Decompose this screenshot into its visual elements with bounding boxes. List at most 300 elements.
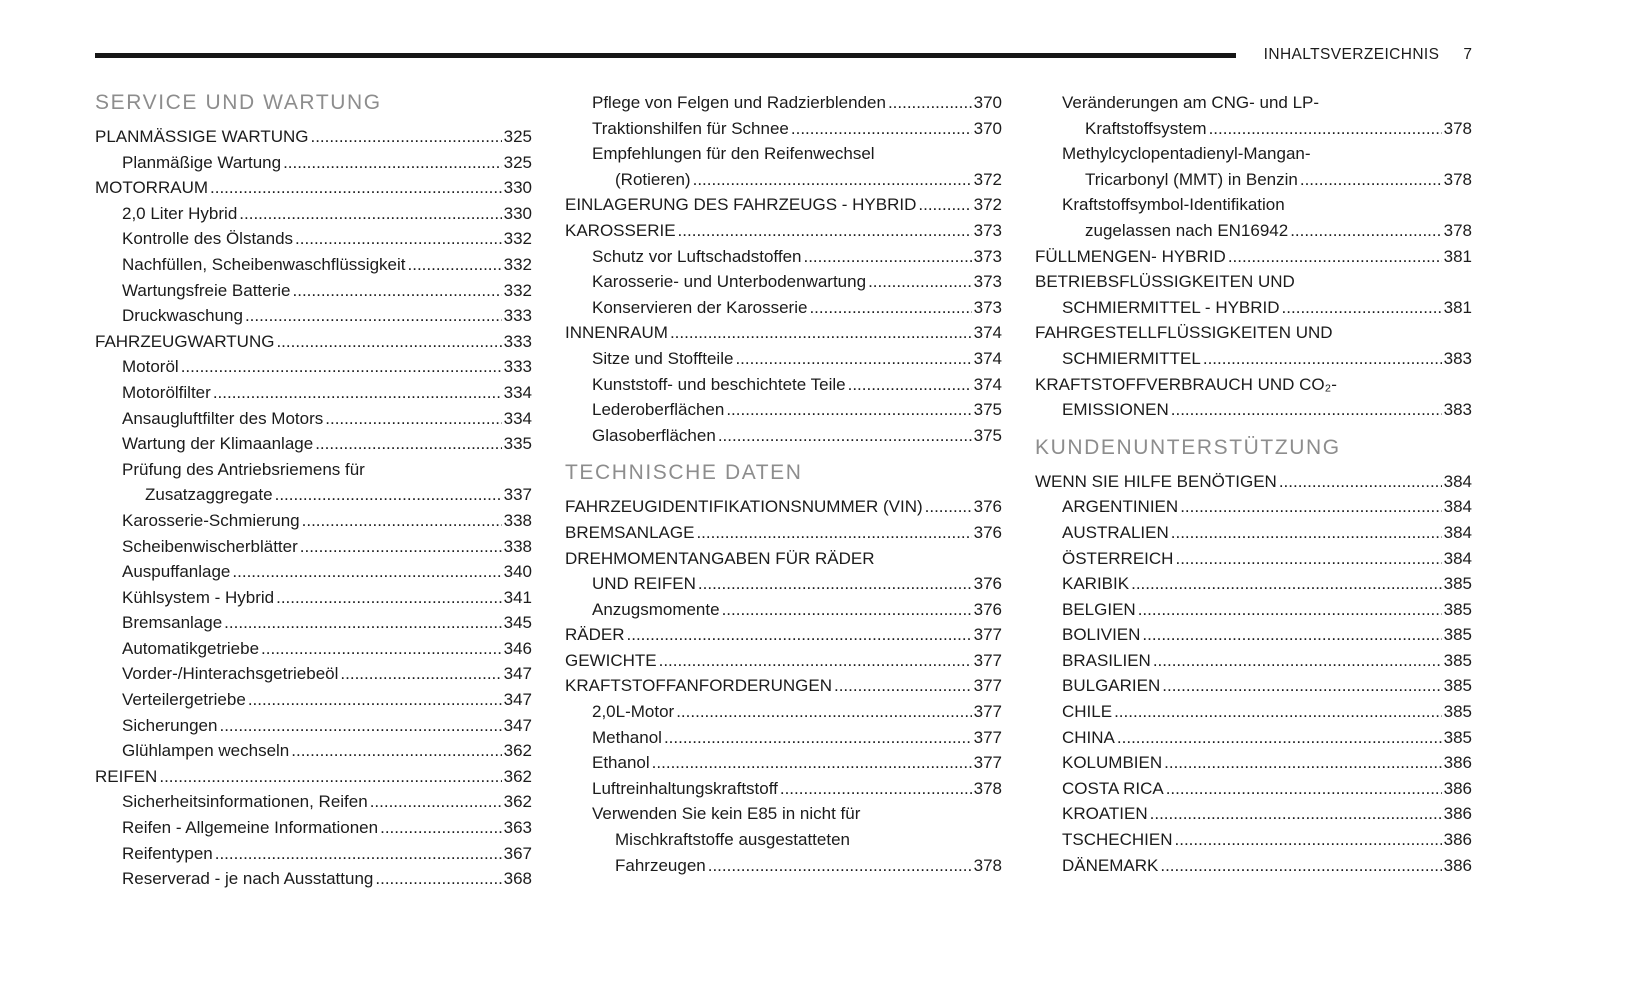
toc-page-number: 370 bbox=[973, 93, 1002, 112]
leader-dots bbox=[275, 482, 502, 508]
toc-entry bbox=[565, 546, 1002, 572]
toc-entry bbox=[565, 494, 1002, 520]
leader-dots bbox=[659, 648, 972, 674]
toc-entry bbox=[1035, 801, 1472, 827]
toc-entry-label: ARGENTINIEN bbox=[1062, 497, 1179, 517]
toc-entry bbox=[95, 175, 532, 201]
leader-dots bbox=[696, 520, 971, 546]
toc-page-number: 368 bbox=[503, 869, 532, 889]
leader-dots bbox=[848, 372, 972, 398]
toc-page-number: 374 bbox=[973, 348, 1002, 368]
toc-entry bbox=[95, 789, 532, 815]
toc-entry-label: Nachfüllen, Scheibenwaschflüssigkeit bbox=[122, 254, 406, 274]
leader-dots bbox=[918, 192, 971, 218]
toc-entry-label: EMISSIONEN bbox=[1062, 400, 1169, 420]
toc-entry bbox=[565, 776, 1002, 802]
toc-entry bbox=[565, 622, 1002, 648]
toc-page-number: 338 bbox=[503, 536, 532, 556]
toc-entry-label: BETRIEBSFLÜSSIGKEITEN UND bbox=[1035, 272, 1295, 292]
toc-entry-label: SCHMIERMITTEL bbox=[1062, 348, 1201, 368]
toc-page-number: 386 bbox=[1443, 830, 1472, 850]
toc-page-number: 377 bbox=[973, 727, 1002, 747]
toc-entry-label: Mischkraftstoffe ausgestatteten bbox=[615, 830, 850, 850]
toc-entry-label: (Rotieren) bbox=[615, 169, 691, 189]
toc-entry bbox=[95, 303, 532, 329]
leader-dots bbox=[408, 252, 502, 278]
toc-page-number: 383 bbox=[1443, 400, 1472, 420]
toc-entry bbox=[1035, 372, 1472, 398]
toc-page-number: 376 bbox=[973, 599, 1002, 619]
toc-page-number: 367 bbox=[503, 843, 532, 863]
toc-page-number: 338 bbox=[503, 510, 532, 530]
toc-entry-label: KARIBIK bbox=[1062, 574, 1130, 594]
toc-entry bbox=[95, 482, 532, 508]
toc-entry bbox=[565, 141, 1002, 167]
toc-entry-label: Sicherheitsinformationen, Reifen bbox=[122, 792, 368, 812]
toc-entry bbox=[95, 534, 532, 560]
toc-entry bbox=[1035, 494, 1472, 520]
toc-entry bbox=[95, 687, 532, 713]
toc-page-number: 385 bbox=[1443, 702, 1472, 722]
leader-dots bbox=[380, 815, 502, 841]
toc-entry bbox=[1035, 167, 1472, 193]
toc-page-number: 385 bbox=[1443, 599, 1472, 619]
toc-entry bbox=[95, 431, 532, 457]
toc-entry bbox=[95, 815, 532, 841]
toc-entry-label: Luftreinhaltungskraftstoff bbox=[592, 778, 778, 798]
toc-entry-label: 2,0 Liter Hybrid bbox=[122, 203, 238, 223]
toc-entry bbox=[1035, 597, 1472, 623]
leader-dots bbox=[1117, 725, 1442, 751]
toc-entry bbox=[95, 380, 532, 406]
toc-entry bbox=[95, 406, 532, 432]
toc-entry-label: Fahrzeugen bbox=[615, 855, 706, 875]
leader-dots bbox=[1114, 699, 1442, 725]
header-title: INHALTSVERZEICHNIS bbox=[1263, 46, 1440, 63]
toc-page-number: 333 bbox=[503, 331, 532, 351]
toc-column bbox=[565, 90, 1002, 892]
toc-entry-label: Verwenden Sie kein E85 in nicht für bbox=[592, 804, 861, 824]
leader-dots bbox=[224, 610, 501, 636]
toc-page-number: 325 bbox=[503, 152, 532, 172]
toc-page-number: 386 bbox=[1443, 855, 1472, 875]
leader-dots bbox=[676, 699, 971, 725]
toc-entry bbox=[565, 192, 1002, 218]
toc-entry bbox=[565, 801, 1002, 827]
toc-entry bbox=[1035, 622, 1472, 648]
leader-dots bbox=[291, 738, 501, 764]
leader-dots bbox=[1162, 673, 1441, 699]
toc-page-number: 377 bbox=[973, 676, 1002, 696]
toc-page-number: 325 bbox=[503, 127, 532, 146]
toc-entry-label: KAROSSERIE bbox=[565, 220, 676, 240]
toc-entry-label: Karosserie- und Unterbodenwartung bbox=[592, 272, 867, 292]
toc-entry bbox=[565, 372, 1002, 398]
toc-page-number: 332 bbox=[503, 254, 532, 274]
section-heading: SERVICE UND WARTUNG bbox=[95, 91, 382, 114]
toc-entry bbox=[95, 866, 532, 892]
leader-dots bbox=[1166, 776, 1442, 802]
toc-entry-label: Zusatzaggregate bbox=[145, 485, 273, 505]
leader-dots bbox=[726, 397, 971, 423]
leader-dots bbox=[664, 725, 972, 751]
toc-page-number: 373 bbox=[973, 272, 1002, 292]
toc-entry bbox=[1035, 469, 1472, 495]
toc-page-number: 385 bbox=[1443, 625, 1472, 645]
toc-entry bbox=[1035, 346, 1472, 372]
toc-page-number: 376 bbox=[973, 497, 1002, 517]
leader-dots bbox=[780, 776, 972, 802]
toc-entry-label: Anzugsmomente bbox=[592, 599, 720, 619]
toc-entry-label: MOTORRAUM bbox=[95, 178, 209, 198]
toc-entry-label: Karosserie-Schmierung bbox=[122, 510, 300, 530]
toc-entry bbox=[95, 124, 532, 150]
toc-entry bbox=[95, 610, 532, 636]
toc-page-number: 384 bbox=[1443, 548, 1472, 568]
leader-dots bbox=[1282, 295, 1442, 321]
section-heading: KUNDENUNTERSTÜTZUNG bbox=[1035, 435, 1341, 459]
toc-entry bbox=[565, 673, 1002, 699]
leader-dots bbox=[925, 494, 972, 520]
toc-entry-label: Reifen - Allgemeine Informationen bbox=[122, 818, 379, 838]
toc-entry-label: FÜLLMENGEN- HYBRID bbox=[1035, 246, 1226, 266]
leader-dots bbox=[248, 687, 502, 713]
leader-dots bbox=[1171, 520, 1442, 546]
toc-page-number: 347 bbox=[503, 664, 532, 684]
toc-page-number: 381 bbox=[1443, 297, 1472, 317]
toc-entry-label: BREMSANLAGE bbox=[565, 522, 695, 542]
toc-page-number: 375 bbox=[973, 400, 1002, 420]
toc-entry bbox=[1035, 673, 1472, 699]
toc-page-number: 347 bbox=[503, 715, 532, 735]
toc-entry-label: Druckwaschung bbox=[122, 306, 243, 326]
toc-page-number: 332 bbox=[503, 229, 532, 249]
toc-entry-label: FAHRZEUGIDENTIFIKATIONSNUMMER (VIN) bbox=[565, 497, 923, 517]
toc-entry-label: Kunststoff- und beschichtete Teile bbox=[592, 374, 846, 394]
toc-entry bbox=[565, 320, 1002, 346]
toc-entry-label: WENN SIE HILFE BENÖTIGEN bbox=[1035, 471, 1277, 491]
toc-page-number: 378 bbox=[973, 855, 1002, 875]
toc-page-number: 376 bbox=[973, 574, 1002, 594]
toc-column bbox=[95, 90, 532, 892]
toc-page-number: 377 bbox=[973, 650, 1002, 670]
leader-dots bbox=[834, 673, 972, 699]
toc-entry-label: Veränderungen am CNG- und LP- bbox=[1062, 93, 1320, 112]
toc-entry-label: 2,0L-Motor bbox=[592, 702, 675, 722]
toc-entry bbox=[1035, 397, 1472, 423]
toc-page-number: 378 bbox=[1443, 169, 1472, 189]
toc-entry-label: Vorder-/Hinterachsgetriebeöl bbox=[122, 664, 339, 684]
toc-page-number: 381 bbox=[1443, 246, 1472, 266]
toc-entry-label: Scheibenwischerblätter bbox=[122, 536, 298, 556]
toc-entry bbox=[565, 571, 1002, 597]
toc-page-number: 374 bbox=[973, 374, 1002, 394]
page-header bbox=[95, 46, 1472, 64]
toc-page-number: 377 bbox=[973, 753, 1002, 773]
toc-entry-label: KRAFTSTOFFVERBRAUCH UND CO₂- bbox=[1035, 374, 1337, 394]
leader-dots bbox=[261, 636, 502, 662]
leader-dots bbox=[1171, 397, 1442, 423]
toc-entry bbox=[1035, 218, 1472, 244]
leader-dots bbox=[1175, 827, 1442, 853]
toc-page-number: 385 bbox=[1443, 727, 1472, 747]
toc-page-number: 386 bbox=[1443, 753, 1472, 773]
toc-page-number: 378 bbox=[1443, 118, 1472, 138]
toc-page-number: 341 bbox=[503, 587, 532, 607]
toc-page-number: 373 bbox=[973, 297, 1002, 317]
toc-entry bbox=[1035, 244, 1472, 270]
toc-entry-label: Glasoberflächen bbox=[592, 425, 716, 445]
toc-entry-label: DÄNEMARK bbox=[1062, 855, 1159, 875]
toc-entry-label: BELGIEN bbox=[1062, 599, 1136, 619]
toc-page-number: 383 bbox=[1443, 348, 1472, 368]
toc-page-number: 362 bbox=[503, 741, 532, 761]
toc-entry bbox=[1035, 725, 1472, 751]
leader-dots bbox=[698, 571, 972, 597]
toc-entry bbox=[1035, 116, 1472, 142]
leader-dots bbox=[283, 150, 502, 176]
toc-entry-label: ÖSTERREICH bbox=[1062, 548, 1174, 568]
leader-dots bbox=[325, 406, 501, 432]
toc-page-number: 346 bbox=[503, 638, 532, 658]
toc-page-number: 362 bbox=[503, 766, 532, 786]
leader-dots bbox=[375, 866, 501, 892]
toc-page-number: 332 bbox=[503, 280, 532, 300]
toc-entry bbox=[565, 597, 1002, 623]
leader-dots bbox=[340, 661, 501, 687]
toc-entry bbox=[95, 841, 532, 867]
toc-page-number: 378 bbox=[973, 778, 1002, 798]
toc-entry bbox=[95, 764, 532, 790]
toc-entry-label: REIFEN bbox=[95, 766, 158, 786]
leader-dots bbox=[213, 380, 502, 406]
toc-page-number: 337 bbox=[503, 485, 532, 505]
leader-dots bbox=[276, 329, 501, 355]
toc-page-number: 363 bbox=[503, 818, 532, 838]
leader-dots bbox=[708, 853, 972, 879]
leader-dots bbox=[1300, 167, 1442, 193]
toc-entry bbox=[565, 648, 1002, 674]
toc-entry-label: Ethanol bbox=[592, 753, 650, 773]
leader-dots bbox=[210, 175, 502, 201]
leader-dots bbox=[678, 218, 972, 244]
leader-dots bbox=[245, 303, 502, 329]
toc-entry bbox=[1035, 320, 1472, 346]
toc-entry-label: Wartung der Klimaanlage bbox=[122, 434, 314, 454]
toc-entry bbox=[95, 150, 532, 176]
toc-page-number: 330 bbox=[503, 203, 532, 223]
leader-dots bbox=[1150, 801, 1442, 827]
toc-entry-label: Empfehlungen für den Reifenwechsel bbox=[592, 144, 875, 164]
toc-entry-label: Verteilergetriebe bbox=[122, 690, 246, 710]
toc-page-number: 385 bbox=[1443, 650, 1472, 670]
leader-dots bbox=[1160, 853, 1441, 879]
toc-entry-label: Schutz vor Luftschadstoffen bbox=[592, 246, 802, 266]
toc-page-number: 375 bbox=[973, 425, 1002, 445]
toc-entry bbox=[565, 167, 1002, 193]
toc-entry bbox=[1035, 295, 1472, 321]
toc-entry-label: DREHMOMENTANGABEN FÜR RÄDER bbox=[565, 548, 875, 568]
toc-entry-label: Ansaugluftfilter des Motors bbox=[122, 408, 324, 428]
toc-entry bbox=[95, 252, 532, 278]
toc-entry-label: Sitze und Stoffteile bbox=[592, 348, 734, 368]
toc-page-number: 385 bbox=[1443, 676, 1472, 696]
toc-entry-label: PLANMÄSSIGE WARTUNG bbox=[95, 127, 309, 146]
toc-entry bbox=[1035, 827, 1472, 853]
toc-entry bbox=[1035, 853, 1472, 879]
toc-entry-label: Motorölfilter bbox=[122, 382, 211, 402]
toc-entry-label: Konservieren der Karosserie bbox=[592, 297, 808, 317]
leader-dots bbox=[310, 124, 501, 150]
leader-dots bbox=[239, 201, 501, 227]
toc-entry bbox=[1035, 520, 1472, 546]
toc-entry bbox=[95, 636, 532, 662]
toc-entry-label: BRASILIEN bbox=[1062, 650, 1151, 670]
toc-entry-label: RÄDER bbox=[565, 625, 625, 645]
toc-entry-label: Wartungsfreie Batterie bbox=[122, 280, 291, 300]
toc-page-number: 376 bbox=[973, 522, 1002, 542]
toc-page-number: 333 bbox=[503, 306, 532, 326]
leader-dots bbox=[1203, 346, 1442, 372]
leader-dots bbox=[1209, 116, 1442, 142]
toc-entry bbox=[565, 218, 1002, 244]
toc-entry-label: CHILE bbox=[1062, 702, 1113, 722]
toc-entry bbox=[1035, 648, 1472, 674]
toc-entry bbox=[565, 699, 1002, 725]
header-rule bbox=[95, 53, 1236, 58]
toc-entry-label: EINLAGERUNG DES FAHRZEUGS - HYBRID bbox=[565, 195, 917, 215]
toc-entry-label: Reifentypen bbox=[122, 843, 213, 863]
toc-entry bbox=[1035, 192, 1472, 218]
toc-entry-label: Auspuffanlage bbox=[122, 562, 231, 582]
toc-page-number: 333 bbox=[503, 357, 532, 377]
toc-page-number: 378 bbox=[1443, 220, 1472, 240]
toc-entry-label: KROATIEN bbox=[1062, 804, 1148, 824]
toc-entry-label: KOLUMBIEN bbox=[1062, 753, 1163, 773]
toc-entry-label: BULGARIEN bbox=[1062, 676, 1161, 696]
toc-entry-label: Kontrolle des Ölstands bbox=[122, 229, 294, 249]
toc-page-number: 340 bbox=[503, 562, 532, 582]
leader-dots bbox=[888, 90, 972, 116]
toc-entry bbox=[1035, 699, 1472, 725]
toc-entry-label: BOLIVIEN bbox=[1062, 625, 1141, 645]
toc-entry bbox=[95, 738, 532, 764]
toc-page-number: 377 bbox=[973, 702, 1002, 722]
toc-entry bbox=[1035, 750, 1472, 776]
toc-entry bbox=[565, 269, 1002, 295]
leader-dots bbox=[1142, 622, 1441, 648]
toc-page-number: 372 bbox=[973, 169, 1002, 189]
toc-page-number: 377 bbox=[973, 625, 1002, 645]
toc-page-number: 385 bbox=[1443, 574, 1472, 594]
leader-dots bbox=[809, 295, 971, 321]
toc-page-number: 347 bbox=[503, 690, 532, 710]
toc-page-number: 345 bbox=[503, 613, 532, 633]
header-page-number: 7 bbox=[1463, 46, 1472, 63]
leader-dots bbox=[181, 354, 502, 380]
toc-entry bbox=[95, 508, 532, 534]
toc-entry-label: TSCHECHIEN bbox=[1062, 830, 1173, 850]
toc-entry bbox=[1035, 776, 1472, 802]
toc-entry bbox=[565, 397, 1002, 423]
leader-dots bbox=[718, 423, 972, 449]
toc-page-number: 370 bbox=[973, 118, 1002, 138]
toc-entry bbox=[565, 90, 1002, 116]
leader-dots bbox=[670, 320, 972, 346]
leader-dots bbox=[1228, 244, 1442, 270]
toc-entry-label: Motoröl bbox=[122, 357, 179, 377]
toc-page-number: 372 bbox=[973, 195, 1002, 215]
toc-page-number: 373 bbox=[973, 220, 1002, 240]
toc-entry-label: Bremsanlage bbox=[122, 613, 223, 633]
toc-entry-label: Planmäßige Wartung bbox=[122, 152, 282, 172]
leader-dots bbox=[293, 278, 502, 304]
toc-page-number: 362 bbox=[503, 792, 532, 812]
toc-entry bbox=[565, 827, 1002, 853]
toc-entry bbox=[1035, 90, 1472, 116]
toc-entry-label: Tricarbonyl (MMT) in Benzin bbox=[1085, 169, 1298, 189]
leader-dots bbox=[302, 508, 502, 534]
toc-entry bbox=[1035, 571, 1472, 597]
toc-entry-label: Reserverad - je nach Ausstattung bbox=[122, 869, 374, 889]
toc-entry bbox=[1035, 269, 1472, 295]
toc-entry bbox=[565, 423, 1002, 449]
leader-dots bbox=[370, 789, 502, 815]
toc-entry bbox=[565, 520, 1002, 546]
toc-entry bbox=[95, 201, 532, 227]
leader-dots bbox=[1131, 571, 1442, 597]
toc-entry-label: Methylcyclopentadienyl-Mangan- bbox=[1062, 144, 1311, 164]
leader-dots bbox=[803, 244, 971, 270]
toc-page-number: 330 bbox=[503, 178, 532, 198]
leader-dots bbox=[1279, 469, 1442, 495]
toc-entry bbox=[95, 559, 532, 585]
leader-dots bbox=[791, 116, 972, 142]
toc-entry-label: FAHRZEUGWARTUNG bbox=[95, 331, 275, 351]
leader-dots bbox=[1164, 750, 1441, 776]
toc-entry bbox=[565, 725, 1002, 751]
leader-dots bbox=[868, 269, 972, 295]
leader-dots bbox=[300, 534, 502, 560]
toc-entry bbox=[565, 346, 1002, 372]
toc-entry-label: Glühlampen wechseln bbox=[122, 741, 290, 761]
toc-entry-label: INNENRAUM bbox=[565, 323, 668, 343]
toc-page-number: 374 bbox=[973, 323, 1002, 343]
toc-entry-label: Prüfung des Antriebsriemens für bbox=[122, 459, 365, 479]
toc-entry bbox=[565, 244, 1002, 270]
toc-entry-label: Kraftstoffsystem bbox=[1085, 118, 1207, 138]
toc-page-number: 334 bbox=[503, 382, 532, 402]
toc-entry-label: Sicherungen bbox=[122, 715, 218, 735]
toc-entry-label: Automatikgetriebe bbox=[122, 638, 260, 658]
toc-entry bbox=[1035, 141, 1472, 167]
leader-dots bbox=[219, 713, 501, 739]
leader-dots bbox=[295, 226, 502, 252]
toc-entry bbox=[95, 585, 532, 611]
toc-entry-label: AUSTRALIEN bbox=[1062, 522, 1169, 542]
leader-dots bbox=[735, 346, 971, 372]
toc-entry bbox=[95, 713, 532, 739]
toc-entry-label: CHINA bbox=[1062, 727, 1115, 747]
toc-entry-label: Kühlsystem - Hybrid bbox=[122, 587, 275, 607]
toc-page-number: 386 bbox=[1443, 804, 1472, 824]
leader-dots bbox=[159, 764, 501, 790]
leader-dots bbox=[1153, 648, 1442, 674]
leader-dots bbox=[276, 585, 502, 611]
toc-page-number: 334 bbox=[503, 408, 532, 428]
toc-entry-label: Traktionshilfen für Schnee bbox=[592, 118, 789, 138]
toc-page-number: 335 bbox=[503, 434, 532, 454]
